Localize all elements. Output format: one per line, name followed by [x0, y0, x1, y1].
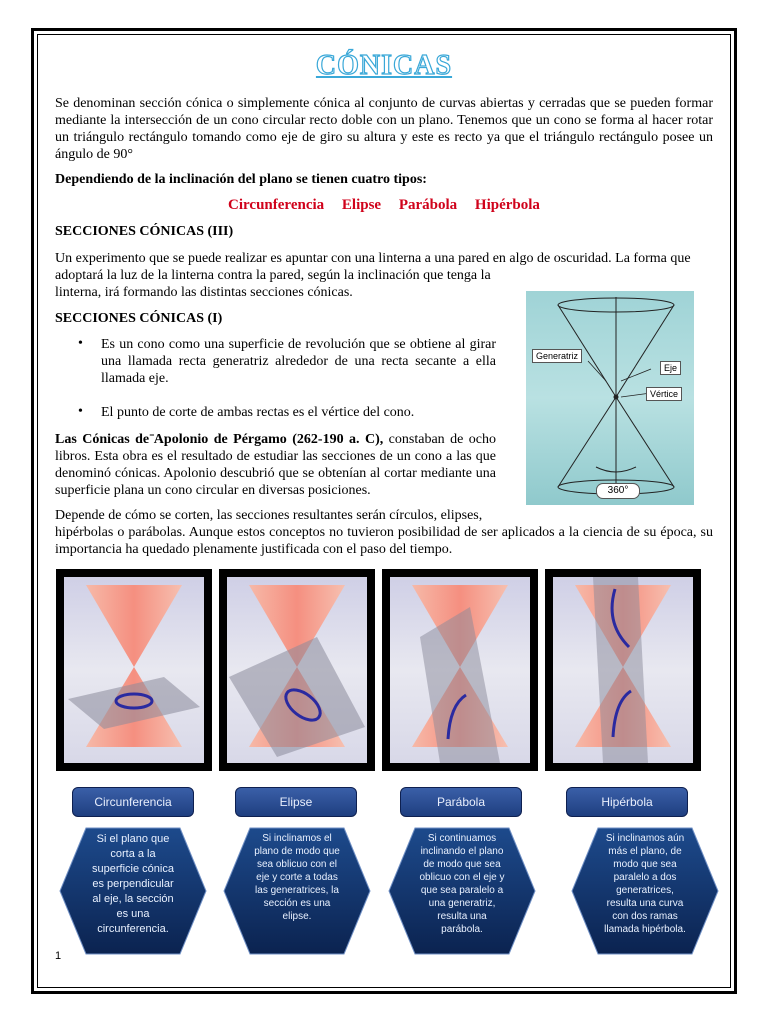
- section1-heading: SECCIONES CÓNICAS (I): [55, 311, 223, 326]
- cone-hyperbola-svg: [553, 577, 693, 763]
- panel-parabola: [382, 569, 538, 771]
- label-hiperbola: Hipérbola: [566, 787, 688, 817]
- bullet-dot-1: •: [78, 336, 83, 351]
- types-list: [0, 197, 768, 214]
- label-eje: Eje: [660, 361, 681, 375]
- page-number: 1: [55, 950, 62, 962]
- apolonio-title: Las Cónicas de ̄Apolonio de Pérgamo (262-190 a. C),: [55, 432, 384, 447]
- depende-rest: hipérbolas o parábolas. Aunque estos conceptos no tuvieron posibilidad de ser aplicados a la ciencia de su época, su importancia ha quedado plenamente justificada con el paso del tiempo.: [55, 525, 713, 557]
- types-heading: Dependiendo de la inclinación del plano se tienen cuatro tipos:: [55, 172, 427, 187]
- cone-ellipse-svg: [227, 577, 367, 763]
- desc-circunferencia: Si el plano que corta a la superficie cónica es perpendicular al eje, la sección es una circunferencia.: [92, 833, 174, 935]
- bullet-dot-2: •: [78, 404, 83, 419]
- page-title: CÓNICAS: [315, 50, 453, 81]
- depende-line1: Depende de cómo se corten, las secciones resultantes serán círculos, elipses,: [55, 508, 483, 523]
- type-circunferencia: Circunferencia: [228, 197, 325, 213]
- label-circunferencia: Circunferencia: [72, 787, 194, 817]
- label-parabola: Parábola: [400, 787, 522, 817]
- desc-parabola: Si continuamos inclinando el plano de modo que sea oblicuo con el eje y que sea paralelo a una generatriz, resulta una parábola.: [419, 833, 505, 935]
- apolonio-paragraph: [55, 431, 496, 499]
- section3-heading: SECCIONES CÓNICAS (III): [55, 224, 234, 239]
- desc-hiperbola: Si inclinamos aún más el plano, de modo que sea paralelo a dos generatrices, resulta una curva con dos ramas llamada hipérbola.: [604, 833, 686, 935]
- panel-circunferencia: [56, 569, 212, 771]
- type-parabola: Parábola: [398, 197, 458, 213]
- type-hiperbola: Hipérbola: [474, 197, 540, 213]
- hex-parabola: [387, 826, 537, 956]
- bullet-2-text: El punto de corte de ambas rectas es el vértice del cono.: [101, 405, 415, 420]
- hex-circunferencia: [58, 826, 208, 956]
- cone-circle-svg: [64, 577, 204, 763]
- label-elipse: Elipse: [235, 787, 357, 817]
- section3-line3: linterna, irá formando las distintas secciones cónicas.: [55, 285, 353, 300]
- label-vertice: Vértice: [646, 387, 682, 401]
- label-generatriz: Generatriz: [532, 349, 582, 363]
- hex-hiperbola: [570, 826, 720, 956]
- hex-elipse: [222, 826, 372, 956]
- intro-paragraph: Se denominan sección cónica o simplemente cónica al conjunto de curvas abiertas y cerradas que se pueden formar mediante la intersección de un cono circular recto doble con un plano. Tenemos que un cono se forma al hacer rotar un triángulo rectángulo tomando como eje de giro su altura y este es recto ya que el triángulo rectángulo posee un ángulo de 90°: [55, 96, 713, 162]
- panel-elipse: [219, 569, 375, 771]
- section3-line2: adoptará la luz de la linterna contra la pared, según la inclinación que tenga la: [55, 268, 491, 283]
- bullet-1-text: Es un cono como una superficie de revolución que se obtiene al girar una llamada recta generatriz alrededor de una recta secante a ella llamada eje.: [101, 337, 496, 386]
- panel-hiperbola: [545, 569, 701, 771]
- desc-elipse: Si inclinamos el plano de modo que sea oblicuo con el eje y corte a todas las generatrices, la sección es una elipse.: [254, 833, 340, 922]
- type-elipse: Elipse: [341, 197, 382, 213]
- cone-axis-diagram: [526, 291, 694, 505]
- section3-line1: Un experimento que se puede realizar es apuntar con una linterna a una pared en algo de oscuridad. La forma que: [55, 251, 691, 266]
- apolonio-text: constaban de ocho libros. Esta obra es el resultado de estudiar las secciones de un cono a las que denominó cónicas. Apolonio descubrió que se obtenían al cortar mediante una superficie plana un cono circular en diversas posiciones.: [55, 432, 496, 498]
- cone-parabola-svg: [390, 577, 530, 763]
- label-360: 360°: [596, 483, 640, 499]
